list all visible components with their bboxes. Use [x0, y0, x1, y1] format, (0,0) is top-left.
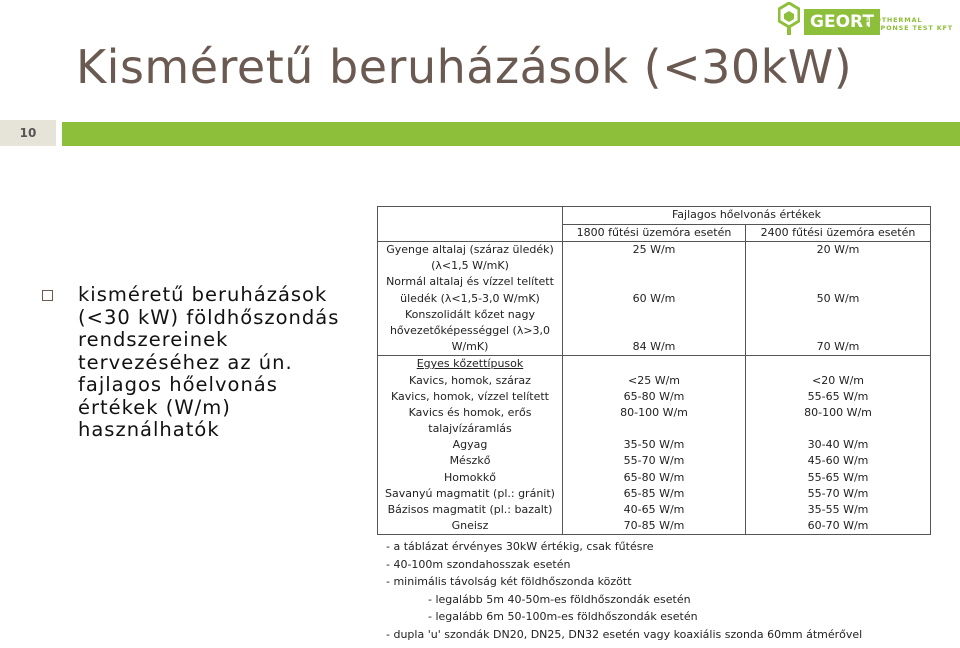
table-cell-label: Kavics és homok, erős — [408, 405, 532, 419]
table-cell-value — [749, 421, 927, 437]
logo-tagline-line1: GEOTHERMAL — [864, 16, 923, 24]
table-cell-value — [566, 258, 742, 274]
table-cell-value: 35-50 W/m — [623, 438, 685, 452]
table-cell-value: <20 W/m — [811, 373, 864, 387]
note-line: - a táblázat érvényes 30kW értékig, csak fűtésre — [386, 540, 654, 553]
table-cell-label: üledék (λ<1,5-3,0 W/mK) — [400, 291, 540, 305]
group1-labels — [378, 242, 563, 356]
table-cell-value: 65-80 W/m — [623, 470, 685, 484]
table-cell-label: hővezetőképességgel (λ>3,0 — [389, 323, 551, 337]
table-cell-value: 20 W/m — [816, 243, 860, 256]
table-cell-label: Kavics, homok, száraz — [409, 373, 531, 387]
table-cell-value — [749, 258, 927, 274]
table-cell-label: W/mK) — [451, 340, 489, 354]
table-cell-label: (λ<1,5 W/mK) — [431, 259, 509, 273]
table-cell-value: 40-65 W/m — [623, 503, 685, 516]
group2-values-2400 — [746, 356, 931, 535]
group2-heading: Egyes kőzettípusok — [416, 357, 524, 371]
logo-tagline — [864, 16, 953, 32]
note-line: - legalább 6m 50-100m-es földhőszondák esetén — [428, 610, 698, 623]
table-corner-cell — [378, 207, 563, 242]
note-line: - dupla 'u' szondák DN20, DN25, DN32 esetén vagy koaxiális szonda 60mm átmérővel — [386, 627, 863, 641]
table-cell-value: 65-80 W/m — [623, 389, 685, 403]
table-cell-label: Homokkő — [444, 470, 496, 484]
table-cell-value: 60-70 W/m — [807, 519, 869, 533]
slide-number: 10 — [0, 120, 56, 146]
table-cell-label: Bázisos magmatit (pl.: bazalt) — [387, 503, 553, 516]
table-notes — [386, 538, 862, 643]
table-cell-value — [566, 421, 742, 437]
table-cell-value: 55-70 W/m — [623, 454, 685, 468]
logo-brand: GEORT — [804, 9, 880, 35]
table-cell-label: Gneisz — [451, 519, 489, 533]
table-header-col2: 2400 fűtési üzemóra esetén — [746, 224, 931, 242]
table-cell-value: 70-85 W/m — [623, 519, 685, 533]
table-cell-value: 84 W/m — [632, 340, 676, 354]
table-cell-label: Gyenge altalaj (száraz üledék) — [386, 243, 554, 256]
table-cell-label: Normál altalaj és vízzel telített — [386, 275, 554, 289]
group1-values-1800 — [563, 242, 746, 356]
table-cell-value: 25 W/m — [632, 243, 676, 256]
table-cell-value: 60 W/m — [632, 291, 676, 305]
table-cell-label: Savanyú magmatit (pl.: gránit) — [385, 486, 555, 500]
table-cell-label: Agyag — [452, 438, 488, 452]
logo-tagline-line2: RESPONSE TEST KFT — [864, 24, 954, 32]
header-accent-bar — [62, 122, 960, 146]
bullet-text: kisméretű beruházások (<30 kW) földhőszondás rendszereinek tervezéséhez az ún. fajlagos hőelvonás értékek (W/m) használhatók — [78, 283, 340, 441]
table-cell-value: 70 W/m — [816, 340, 860, 354]
heat-extraction-table — [377, 206, 931, 535]
note-line: - legalább 5m 40-50m-es földhőszondák esetén — [428, 592, 691, 606]
table-header-col1: 1800 fűtési üzemóra esetén — [563, 224, 746, 242]
note-line: - minimális távolság két földhőszonda között — [386, 575, 632, 588]
table-cell-value: 55-65 W/m — [807, 470, 869, 484]
table-cell-value — [749, 323, 927, 339]
table-cell-value: 65-85 W/m — [623, 486, 685, 500]
table-cell-value — [749, 274, 927, 290]
table-cell-value: <25 W/m — [627, 373, 680, 387]
table-cell-label: Mészkő — [449, 454, 491, 468]
table-cell-value — [566, 323, 742, 339]
logo-hexagon-icon — [778, 2, 800, 36]
group2-labels — [378, 356, 563, 535]
table-cell-value: 35-55 W/m — [807, 503, 869, 516]
table-cell-value — [749, 307, 927, 323]
group1-values-2400 — [746, 242, 931, 356]
table-cell-value: 50 W/m — [816, 291, 860, 305]
table-header-main: Fajlagos hőelvonás értékek — [563, 207, 931, 225]
table-cell-value — [566, 274, 742, 290]
table-cell-value: 80-100 W/m — [620, 405, 688, 419]
table-cell-value: 80-100 W/m — [804, 405, 872, 419]
table-cell-label: Konszolidált kőzet nagy — [405, 307, 535, 321]
table-cell-value: 30-40 W/m — [807, 438, 869, 452]
table-cell-value: 55-70 W/m — [807, 486, 869, 500]
table-cell-value — [566, 307, 742, 323]
table-row — [378, 356, 931, 535]
group2-values-1800 — [563, 356, 746, 535]
table-cell-value: 45-60 W/m — [807, 454, 869, 468]
table-cell-value: 55-65 W/m — [807, 389, 869, 403]
table-cell-label: talajvízáramlás — [428, 422, 512, 436]
square-bullet-icon — [42, 290, 53, 301]
table-row — [378, 242, 931, 356]
note-line: - 40-100m szondahosszak esetén — [386, 557, 571, 571]
table-cell-label: Kavics, homok, vízzel telített — [391, 389, 549, 403]
page-title: Kisméretű beruházások (<30kW) — [76, 40, 853, 94]
company-logo — [778, 2, 958, 38]
